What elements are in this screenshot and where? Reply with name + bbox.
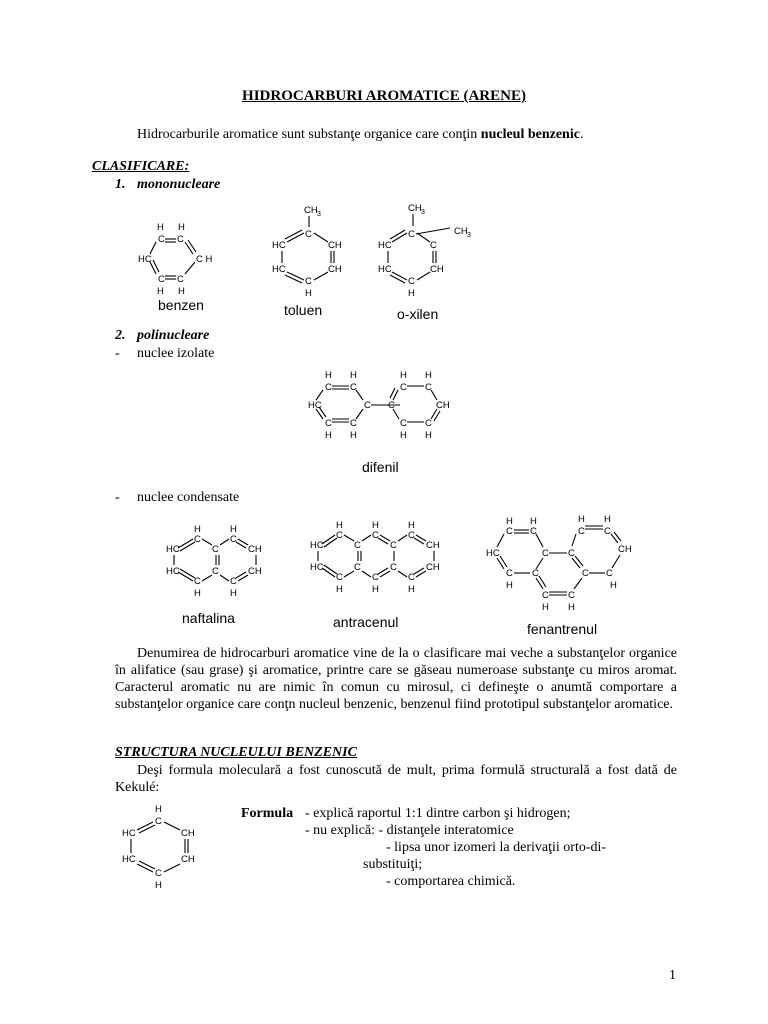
atom: HC (122, 828, 136, 839)
atom: H (336, 520, 343, 531)
benzen-caption: benzen (158, 297, 204, 313)
condensate-label: nuclee condensate (137, 490, 240, 505)
atom: C (350, 382, 357, 393)
atom: H (408, 520, 415, 531)
poli-label: polinucleare (137, 328, 210, 343)
antracenul-structure (306, 518, 466, 594)
atom: H (610, 580, 617, 591)
atom: C (542, 590, 549, 601)
atom: C (400, 382, 407, 393)
atom: HC (166, 544, 180, 555)
atom: CH (248, 566, 262, 577)
atom: H (305, 288, 312, 299)
clasificare-heading: CLASIFICARE: (92, 159, 190, 174)
atom: C (212, 544, 219, 555)
atom: HC (378, 264, 392, 275)
atom: CH (430, 264, 444, 275)
dash: - (115, 490, 120, 505)
paragraph-kekule: Deşi formula moleculară a fost cunoscută de mult, prima formulă structurală a fost dată de Kekulé: (115, 763, 677, 795)
benzen-structure (130, 218, 220, 298)
atom: CH (181, 828, 195, 839)
mono-label: mononucleare (137, 177, 221, 192)
atom: H (530, 516, 537, 527)
atom: HC (310, 562, 324, 573)
atom: C (325, 418, 332, 429)
atom: C (155, 868, 162, 879)
atom: C (578, 526, 585, 537)
formula-label: Formula (241, 806, 294, 821)
formula-line-3: - lipsa unor izomeri la derivaţii orto-di- (386, 840, 607, 855)
atom: H (542, 602, 549, 612)
atom: C (325, 382, 332, 393)
atom: HC (308, 400, 322, 411)
atom: CH (426, 562, 440, 573)
formula-line-1: - explică raportul 1:1 dintre carbon şi hidrogen; (305, 806, 571, 821)
atom: CH (408, 203, 422, 214)
atom: C (158, 234, 165, 245)
atom: C (372, 530, 379, 541)
naftalina-caption: naftalina (182, 610, 235, 626)
atom: H (400, 430, 407, 440)
kekule-structure (118, 800, 208, 892)
atom: H (178, 222, 185, 233)
atom: C (408, 530, 415, 541)
atom: H (325, 430, 332, 440)
atom: H (372, 520, 379, 531)
atom: CH (454, 226, 468, 237)
atom: C (305, 229, 312, 240)
atom: HC (378, 240, 392, 251)
atom: HC (138, 254, 152, 265)
atom: H (372, 584, 379, 594)
atom: C (390, 540, 397, 551)
atom: H (425, 430, 432, 440)
atom: H (157, 286, 164, 297)
atom: C (230, 534, 237, 545)
atom: H (350, 370, 357, 381)
atom: C (212, 566, 219, 577)
atom: H (506, 516, 513, 527)
poli-number: 2. (115, 328, 126, 343)
atom: H (194, 588, 201, 598)
atom: 3 (317, 211, 321, 218)
atom: C (177, 234, 184, 245)
atom: H (506, 580, 513, 591)
atom: C (408, 276, 415, 287)
atom: CH (248, 544, 262, 555)
atom: C (372, 572, 379, 583)
atom: H (568, 602, 575, 612)
izolate-label: nuclee izolate (137, 346, 215, 361)
atom: 3 (467, 232, 471, 239)
atom: CH (181, 854, 195, 865)
atom: C (390, 562, 397, 573)
atom: C (155, 816, 162, 827)
atom: C (408, 572, 415, 583)
atom: H (400, 370, 407, 381)
atom: C (354, 540, 361, 551)
atom: C (425, 418, 432, 429)
toluen-caption: toluen (284, 302, 323, 318)
atom: C (354, 562, 361, 573)
atom: C (582, 568, 589, 579)
page-title: HIDROCARBURI AROMATICE (ARENE) (242, 88, 526, 104)
atom: C (542, 548, 549, 559)
atom: C (506, 568, 513, 579)
atom: CH (426, 540, 440, 551)
antracenul-caption: antracenul (333, 614, 399, 630)
atom: H (325, 370, 332, 381)
atom: CH (328, 264, 342, 275)
atom: C (158, 274, 165, 285)
atom: H (157, 222, 164, 233)
formula-line-2: - nu explică: - distanţele interatomice (305, 823, 514, 838)
paragraph-denumire: Denumirea de hidrocarburi aromatice vine de la o clasificare mai veche a substanţelor organice în alifatice (sau grase) şi aromatice, printre care se găseau numeroase substanţe cu miros aromat. Caracterul aromatic nu are nimic în comun cu mirosul, ci defineşte o anumtă comportare a substanţelor organice care conţn nucleul benzenic, benzenul fiind prototipul substanţelor aromatice. (115, 646, 677, 712)
atom: HC (166, 566, 180, 577)
atom: H (408, 584, 415, 594)
atom: H (155, 880, 162, 891)
atom: 3 (421, 209, 425, 216)
formula-line-4: substituiţi; (363, 857, 423, 872)
toluen-structure (262, 200, 352, 300)
atom: C (194, 576, 201, 587)
atom: C (408, 229, 415, 240)
atom: H (230, 524, 237, 535)
atom: HC (310, 540, 324, 551)
atom: CH (304, 205, 318, 216)
atom: HC (272, 264, 286, 275)
atom: C (305, 276, 312, 287)
intro-end: . (579, 127, 584, 142)
fenantrenul-structure (484, 512, 644, 612)
atom: C (568, 548, 575, 559)
atom: C (400, 418, 407, 429)
atom: C (425, 382, 432, 393)
atom: H (408, 288, 415, 299)
atom: C (568, 590, 575, 601)
atom: C (177, 274, 184, 285)
oxilen-structure (370, 198, 480, 302)
atom: C (350, 418, 357, 429)
formula-line-5: - comportarea chimică. (386, 874, 516, 889)
atom: H (578, 514, 585, 525)
atom: H (194, 524, 201, 535)
atom: C (336, 530, 343, 541)
intro-text: Hidrocarburile aromatice sunt substanţe organice care conţin (137, 127, 481, 142)
difenil-structure (300, 368, 460, 440)
dash: - (115, 346, 120, 361)
atom: C (532, 568, 539, 579)
atom: H (178, 286, 185, 297)
atom: H (350, 430, 357, 440)
atom: H (425, 370, 432, 381)
atom: CH (436, 400, 450, 411)
naftalina-structure (160, 522, 280, 598)
mono-number: 1. (115, 177, 126, 192)
difenil-caption: difenil (362, 459, 399, 475)
intro-bold: nucleul benzenic (480, 127, 580, 142)
atom: CH (328, 240, 342, 251)
atom: HC (486, 548, 500, 559)
structura-heading: STRUCTURA NUCLEULUI BENZENIC (115, 745, 357, 760)
intro-paragraph (137, 126, 583, 143)
atom: CH (618, 544, 632, 555)
atom: HC (122, 854, 136, 865)
atom: C (194, 534, 201, 545)
atom: C (364, 400, 371, 411)
atom: C (430, 240, 437, 251)
atom: C (506, 526, 513, 537)
atom: C (336, 572, 343, 583)
atom: C (388, 400, 395, 411)
atom: C (530, 526, 537, 537)
atom: H (604, 514, 611, 525)
fenantrenul-caption: fenantrenul (527, 621, 598, 637)
atom: H (336, 584, 343, 594)
atom: C H (196, 254, 213, 265)
atom: C (230, 576, 237, 587)
oxilen-caption: o-xilen (397, 306, 439, 322)
page-number: 1 (669, 968, 676, 983)
atom: H (230, 588, 237, 598)
atom: C (606, 568, 613, 579)
atom: H (155, 804, 162, 815)
atom: C (604, 526, 611, 537)
atom: HC (272, 240, 286, 251)
